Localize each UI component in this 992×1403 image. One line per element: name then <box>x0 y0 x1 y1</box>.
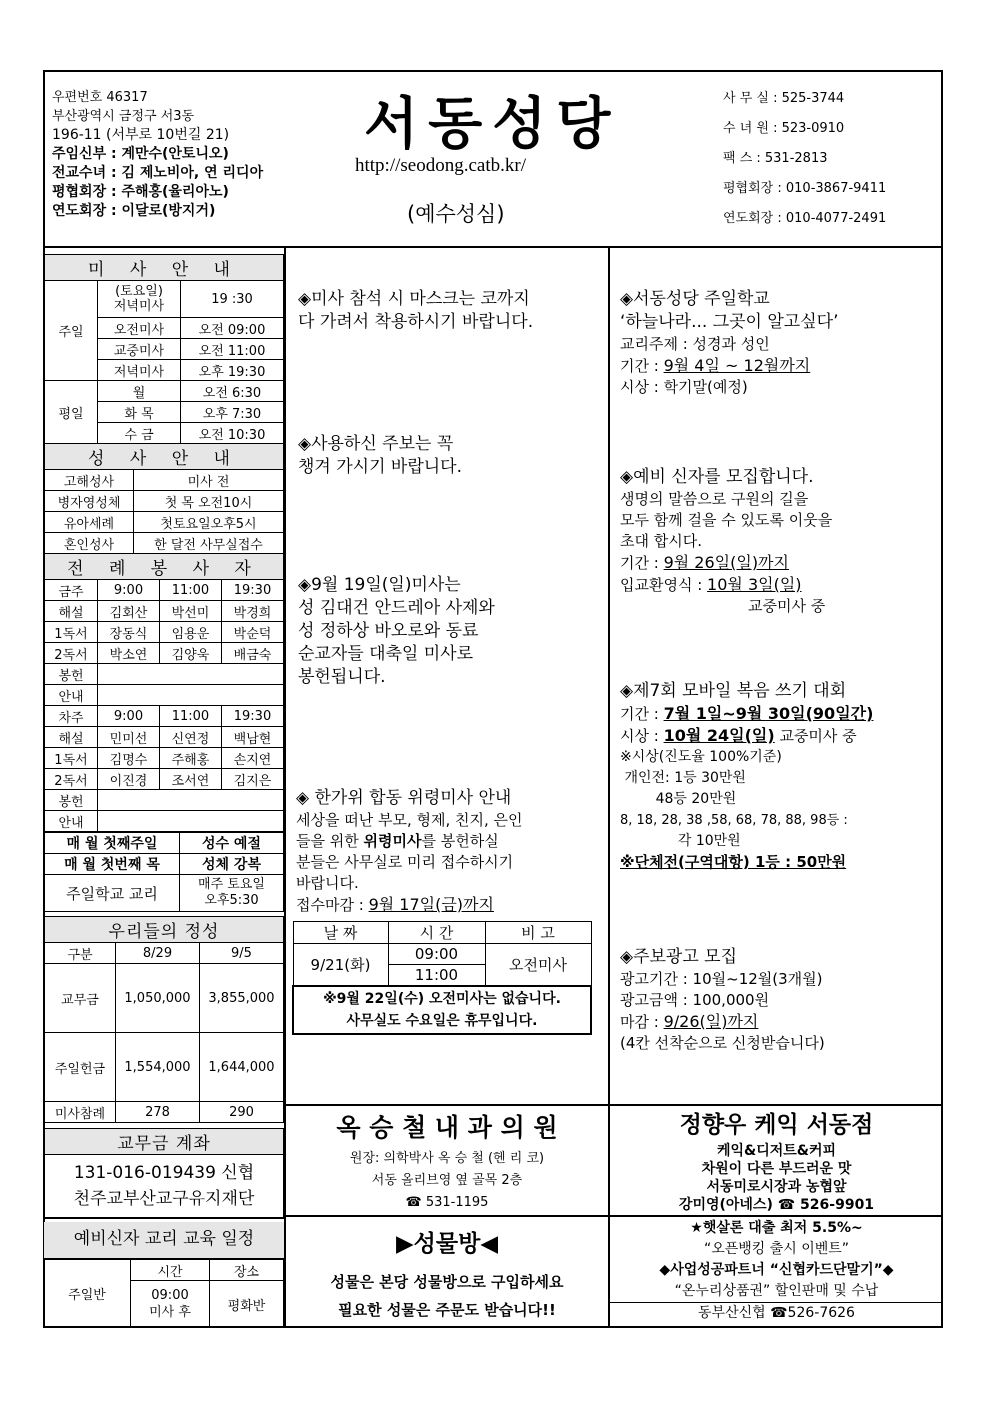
schedule-date: 9/21(화) <box>293 944 388 987</box>
sister: 전교수녀 : 김 제노비아, 연 리디아 <box>52 165 264 181</box>
offering-table <box>44 916 284 1123</box>
contact-council: 평협회장 : 010-3867-9411 <box>723 181 887 196</box>
award-date: 10월 24일(일) <box>663 726 775 745</box>
gospel-writing-notice <box>620 680 873 873</box>
bulletin-notice <box>298 433 462 479</box>
address-line-2: 196-11 (서부로 10번길 21) <box>52 127 230 143</box>
servers-cell: 조서연 <box>159 769 221 790</box>
account-table <box>44 1128 284 1219</box>
mass-time: 오후 7:30 <box>181 402 284 423</box>
offering-cell: 1,050,000 <box>116 964 200 1033</box>
notice-line <box>620 574 832 596</box>
mass-name: 오전미사 <box>98 318 181 339</box>
website-link[interactable]: http://seodong.catb.kr/ <box>355 155 526 176</box>
servers-cell: 임용운 <box>159 622 221 643</box>
servers-cell: 김회산 <box>98 601 160 622</box>
servers-cell <box>98 685 284 706</box>
event-name: 매 월 첫번째 목 <box>45 854 180 875</box>
entry-label: 입교환영식 : <box>620 576 708 594</box>
mass-time: 오전 6:30 <box>181 381 284 402</box>
cake-ad <box>610 1108 943 1214</box>
account-heading: 교무금 계좌 <box>45 1129 284 1155</box>
sacrament-heading: 성 사 안 내 <box>45 444 284 470</box>
servers-cell: 2독서 <box>45 643 98 664</box>
notice-title: ◈ 한가위 합동 위령미사 안내 <box>296 788 512 808</box>
notice-line: 교중미사 중 <box>748 597 826 615</box>
cake-line: 서동미로시장과 농협앞 <box>706 1179 847 1195</box>
mask-notice <box>298 288 533 334</box>
bank-line: “온누리상품권” 할인판매 및 수납 <box>674 1283 879 1299</box>
sacrament-name: 병자영성체 <box>45 491 134 512</box>
servers-cell <box>98 811 284 832</box>
servers-cell: 9:00 <box>98 580 160 601</box>
notice-line: ※시상(진도율 100%기준) <box>620 749 782 765</box>
servers-cell: 11:00 <box>159 580 221 601</box>
union-president: 연도회장 : 이달로(방지거) <box>52 203 216 219</box>
offering-col: 8/29 <box>116 943 200 964</box>
schedule-time: 09:00 <box>388 944 485 965</box>
servers-cell: 봉헌 <box>45 664 98 685</box>
mass-time: 오전 09:00 <box>181 318 284 339</box>
sacrament-info: 첫토요일오후5시 <box>134 512 284 533</box>
mass-name: 화 목 <box>98 402 181 423</box>
monthly-events-table <box>44 832 284 912</box>
schedule-time: 11:00 <box>388 965 485 987</box>
account-owner: 천주교부산교구유지재단 <box>73 1189 255 1209</box>
offering-cell: 주일헌금 <box>45 1033 116 1102</box>
servers-cell: 이진경 <box>98 769 160 790</box>
cake-line: 강미영(아네스) ☎ 526-9901 <box>678 1197 875 1213</box>
catechism-table <box>44 1259 284 1328</box>
servers-cell: 안내 <box>45 811 98 832</box>
clinic-ad <box>286 1108 608 1214</box>
catechism-class: 주일반 <box>44 1260 131 1328</box>
feast-subtitle: (예수성심) <box>407 202 505 226</box>
notice-line: 성 정하상 바오로와 동료 <box>298 621 479 641</box>
notice-line: 각 10만원 <box>620 833 741 849</box>
mass-time: 오후 19:30 <box>181 360 284 381</box>
servers-cell: 손지연 <box>221 748 283 769</box>
address-line-1: 부산광역시 금정구 서3동 <box>52 109 195 124</box>
event-name: 주일학교 교리 <box>45 875 180 912</box>
deadline-date: 9/26(일)까지 <box>663 1012 759 1031</box>
closure-line: ※9월 22일(수) 오전미사는 없습니다. <box>323 991 561 1007</box>
cake-line: 케익&디저트&커피 <box>716 1143 837 1159</box>
servers-cell: 백남현 <box>221 727 283 748</box>
servers-cell: 김양욱 <box>159 643 221 664</box>
schedule-col: 비 고 <box>485 922 591 944</box>
deadline-label: 마감 : <box>620 1013 664 1031</box>
contact-list <box>723 84 886 234</box>
mass-name: 수 금 <box>98 423 181 444</box>
memorial-mass-notice <box>296 787 523 916</box>
servers-cell: 봉헌 <box>45 790 98 811</box>
sacrament-info: 미사 전 <box>134 470 284 491</box>
ad-divider-top <box>284 1104 943 1106</box>
notice-line: 다 가려서 착용하시기 바랍니다. <box>298 312 534 332</box>
notice-line <box>620 552 832 574</box>
notice-line: 모두 함께 걸을 수 있도록 이웃을 <box>620 511 833 529</box>
event-info: 성수 예절 <box>180 833 284 854</box>
entry-date: 10월 3일(일) <box>707 575 802 594</box>
mass-time: 19 :30 <box>181 281 284 318</box>
servers-heading: 전 례 봉 사 자 <box>45 554 284 580</box>
period-label: 기간 : <box>620 705 664 723</box>
notice-line <box>620 725 873 747</box>
servers-cell: 9:00 <box>98 706 160 727</box>
servers-cell: 1독서 <box>45 748 98 769</box>
mass-name: 월 <box>98 381 181 402</box>
mass-name: 교중미사 <box>98 339 181 360</box>
clinic-line: 원장: 의학박사 옥 승 철 (헨 리 코) <box>349 1151 545 1166</box>
event-info: 매주 토요일 오후5:30 <box>180 875 284 912</box>
credit-union-ad <box>610 1218 943 1323</box>
offering-cell: 290 <box>200 1102 284 1123</box>
servers-cell: 박소연 <box>98 643 160 664</box>
notice-line: 챙겨 가시기 바랍니다. <box>298 457 463 477</box>
notice-line: ◈사용하신 주보는 꼭 <box>298 434 454 454</box>
notice-line: 성 김대건 안드레아 사제와 <box>298 598 495 618</box>
servers-cell: 1독서 <box>45 622 98 643</box>
notice-title: ◈주보광고 모집 <box>620 947 738 967</box>
bank-line: ◆사업성공파트너 “신협카드단말기”◆ <box>659 1262 894 1278</box>
award-note: 교중미사 중 <box>774 727 857 745</box>
deadline-line <box>296 894 523 916</box>
servers-cell: 19:30 <box>221 706 283 727</box>
liturgy-servers-table <box>44 553 284 832</box>
schedule-col: 시 간 <box>388 922 485 944</box>
servers-cell: 박순덕 <box>221 622 283 643</box>
sacrament-name: 유아세례 <box>45 512 134 533</box>
catechism-place: 평화반 <box>210 1281 284 1328</box>
religious-goods-ad <box>286 1224 608 1324</box>
servers-cell: 11:00 <box>159 706 221 727</box>
notice-line <box>620 703 873 725</box>
servers-cell: 안내 <box>45 685 98 706</box>
notice-line: ◈9월 19일(일)미사는 <box>298 575 461 595</box>
servers-cell: 장동식 <box>98 622 160 643</box>
servers-cell: 해설 <box>45 727 98 748</box>
clinic-line: 서동 올리브영 옆 골목 2층 <box>371 1173 523 1188</box>
contact-union: 연도회장 : 010-4077-2491 <box>723 211 887 226</box>
bank-line: ★햇살론 대출 최저 5.5%~ <box>690 1220 863 1236</box>
notice-line: 들을 위한 위령미사를 봉헌하실 <box>296 832 499 850</box>
offering-cell: 미사참례 <box>45 1102 116 1123</box>
sacrament-table <box>44 443 284 554</box>
catechism-heading: 예비신자 교리 교육 일정 <box>44 1222 284 1259</box>
notice-line: ※단체전(구역대항) 1등 : 50만원 <box>620 853 847 871</box>
notice-title: ‘하늘나라... 그곳이 알고싶다’ <box>620 312 839 332</box>
notice-line: (4칸 선착순으로 신청받습니다) <box>620 1034 825 1052</box>
mass-name: (토요일) 저녁미사 <box>98 281 181 318</box>
notice-line: 봉헌됩니다. <box>298 667 386 687</box>
notice-line: 시상 : 학기말(예정) <box>620 378 748 396</box>
servers-cell: 신연정 <box>159 727 221 748</box>
servers-cell: 박경희 <box>221 601 283 622</box>
header-info <box>52 88 263 221</box>
schedule-note: 오전미사 <box>485 944 591 987</box>
shop-line: 성물은 본당 성물방으로 구입하세요 <box>330 1273 564 1291</box>
notice-line: 분들은 사무실로 미리 접수하시기 <box>296 853 514 871</box>
notice-title: ◈제7회 모바일 복음 쓰기 대회 <box>620 681 847 701</box>
notice-line: 바랍니다. <box>296 874 359 892</box>
servers-cell: 박선미 <box>159 601 221 622</box>
servers-cell: 김지은 <box>221 769 283 790</box>
period-label: 기간 : <box>620 357 664 375</box>
servers-cell: 차주 <box>45 706 98 727</box>
notice-line: 초대 합시다. <box>620 532 702 550</box>
notice-line: 8, 18, 28, 38 ,58, 68, 78, 88, 98등 : <box>620 813 848 828</box>
schedule-col: 날 짜 <box>293 922 388 944</box>
servers-cell <box>98 790 284 811</box>
contact-office: 사 무 실 : 525-3744 <box>723 91 845 106</box>
offering-col: 구분 <box>45 943 116 964</box>
servers-cell <box>98 664 284 685</box>
shop-line: 필요한 성물은 주문도 받습니다!! <box>338 1301 556 1319</box>
servers-cell: 19:30 <box>221 580 283 601</box>
weekday-label: 평일 <box>45 381 98 444</box>
feast-notice <box>298 574 495 689</box>
offering-cell: 278 <box>116 1102 200 1123</box>
notice-line: 광고금액 : 100,000원 <box>620 991 770 1009</box>
sacrament-info: 한 달전 사무실접수 <box>134 533 284 554</box>
notice-title: ◈서동성당 주일학교 <box>620 289 770 309</box>
mass-time: 오전 10:30 <box>181 423 284 444</box>
offering-heading: 우리들의 정성 <box>45 917 284 943</box>
catechumen-notice <box>620 466 832 617</box>
event-info: 성체 강복 <box>180 854 284 875</box>
notice-line <box>620 1011 825 1033</box>
notice-line: 48등 20만원 <box>620 791 737 807</box>
account-number: 131-016-019439 신협 <box>73 1163 255 1183</box>
notice-title: ◈예비 신자를 모집합니다. <box>620 467 814 487</box>
bank-line: “오픈뱅킹 출시 이벤트” <box>703 1241 850 1257</box>
offering-cell: 1,644,000 <box>200 1033 284 1102</box>
servers-cell: 민미선 <box>98 727 160 748</box>
clinic-phone: ☎ 531-1195 <box>405 1195 489 1210</box>
period-value: 9월 4일 ~ 12월까지 <box>663 356 811 375</box>
period-value: 7월 1일~9월 30일(90일간) <box>663 704 874 723</box>
mass-name: 저녁미사 <box>98 360 181 381</box>
servers-cell: 해설 <box>45 601 98 622</box>
mass-heading: 미 사 안 내 <box>45 255 284 281</box>
award-label: 시상 : <box>620 727 664 745</box>
account-info <box>45 1155 284 1219</box>
notice-line: 세상을 떠난 부모, 형제, 친지, 은인 <box>296 811 523 829</box>
event-name: 매 월 첫째주일 <box>45 833 180 854</box>
mass-schedule-table <box>44 254 284 444</box>
catechism-time: 09:00 미사 후 <box>131 1281 210 1328</box>
pastor: 주임신부 : 계만수(안토니오) <box>52 146 229 162</box>
catechism-col: 시간 <box>131 1260 210 1281</box>
servers-cell: 김명수 <box>98 748 160 769</box>
sacrament-name: 고해성사 <box>45 470 134 491</box>
catechism-col: 장소 <box>210 1260 284 1281</box>
period-label: 기간 : <box>620 554 664 572</box>
contact-fax: 팩 스 : 531-2813 <box>723 151 828 166</box>
church-title: 서동성당 <box>364 92 621 157</box>
servers-cell: 주해홍 <box>159 748 221 769</box>
period-value: 9월 26일(일)까지 <box>663 553 789 572</box>
sunday-school-notice <box>620 288 838 398</box>
notice-line: 광고기간 : 10월~12월(3개월) <box>620 970 823 988</box>
notice-line: 생명의 말씀으로 구원의 길을 <box>620 490 809 508</box>
notice-line: ◈미사 참석 시 마스크는 코까지 <box>298 289 530 309</box>
servers-cell: 금주 <box>45 580 98 601</box>
closure-notice <box>293 986 591 1034</box>
contact-convent: 수 녀 원 : 523-0910 <box>723 121 845 136</box>
shop-title: ▶성물방◀ <box>395 1231 499 1257</box>
council-president: 평협회장 : 주해홍(율리아노) <box>52 184 229 200</box>
bank-line: 동부산신협 ☎526-7626 <box>610 1302 943 1323</box>
offering-col: 9/5 <box>200 943 284 964</box>
mass-time: 오전 11:00 <box>181 339 284 360</box>
postal-code: 우편번호 46317 <box>52 90 148 105</box>
header-divider <box>43 246 943 248</box>
cake-title: 정향우 케익 서동점 <box>679 1112 874 1138</box>
cake-line: 차원이 다른 부드러운 맛 <box>701 1161 852 1177</box>
sunday-label: 주일 <box>45 281 98 381</box>
notice-line: 교리주제 : 성경과 성인 <box>620 335 770 353</box>
ad-recruit-notice <box>620 946 825 1054</box>
notice-line: 순교자들 대축일 미사로 <box>298 644 474 664</box>
servers-cell: 배금숙 <box>221 643 283 664</box>
memorial-schedule-table <box>292 921 592 1035</box>
offering-cell: 3,855,000 <box>200 964 284 1033</box>
offering-cell: 1,554,000 <box>116 1033 200 1102</box>
servers-cell: 2독서 <box>45 769 98 790</box>
sacrament-info: 첫 목 오전10시 <box>134 491 284 512</box>
sacrament-name: 혼인성사 <box>45 533 134 554</box>
clinic-title: 옥 승 철 내 과 의 원 <box>336 1113 558 1142</box>
deadline-label: 접수마감 : <box>296 896 369 914</box>
notice-line: 개인전: 1등 30만원 <box>620 770 746 786</box>
deadline-date: 9월 17일(금)까지 <box>368 895 494 914</box>
notice-line <box>620 355 838 377</box>
ad-divider-mid <box>284 1215 943 1217</box>
closure-line: 사무실도 수요일은 휴무입니다. <box>346 1013 538 1029</box>
offering-cell: 교무금 <box>45 964 116 1033</box>
